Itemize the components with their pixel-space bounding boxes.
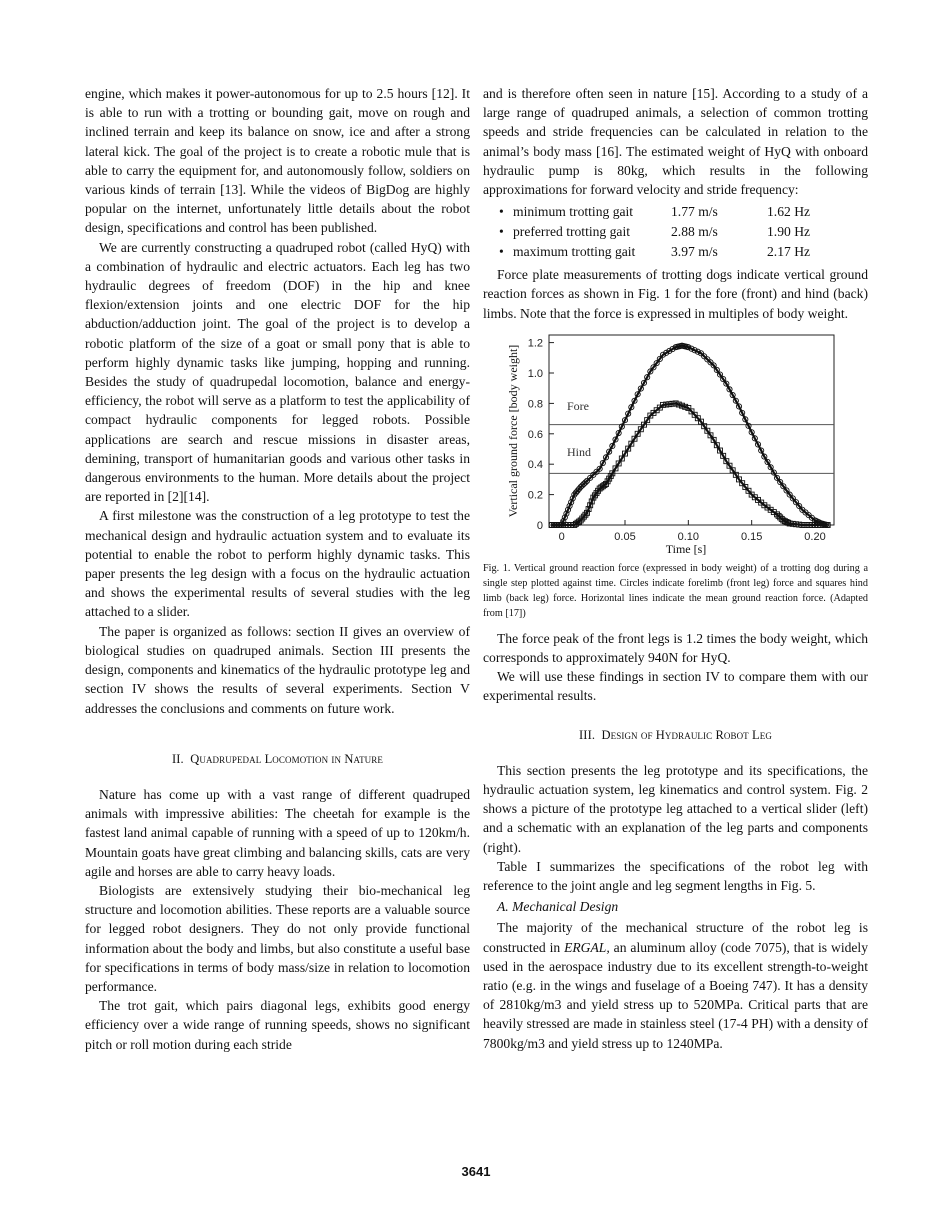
paragraph: engine, which makes it power-autonomous for up to 2.5 hours [12]. It is able to run with a trotting or bounding gait, move on rough and inclined terrain and keep its balance on snow, ice and after a strong lateral kick. The goal of the project is to create a robotic mule that is able to carry the equipment for, and autonomously follow, soldiers on various kinds of terrain [13]. While the videos of BigDog are highly popular on the internet, unfortunately little details about the robot design, specifications and control has been published. [85, 86, 470, 236]
figure-1 [483, 323, 868, 557]
gait-name: preferred trotting gait [513, 223, 631, 239]
section-title: Quadrupedal Locomotion in Nature [190, 751, 383, 766]
section-number: II. [172, 751, 184, 766]
right-column [483, 84, 868, 1053]
bullet-icon: • [499, 203, 504, 219]
y-tick-label: 1.2 [527, 337, 543, 350]
series-label-fore: Fore [567, 398, 589, 413]
force-chart [483, 323, 868, 557]
left-column [85, 84, 470, 1054]
paragraph: The trot gait, which pairs diagonal legs, exhibits good energy efficiency over a wide range of running speeds, shows no significant pitch or roll motion during each stride [85, 998, 470, 1052]
gait-frequency: 2.17 Hz [767, 243, 811, 259]
section-title: Design of Hydraulic Robot Leg [601, 727, 772, 742]
series-label-hind: Hind [567, 444, 591, 459]
y-axis-label: Vertical ground force [body weight] [506, 344, 520, 518]
paragraph: Table I summarizes the specifications of the robot leg with reference to the joint angle and leg segment lengths in Fig. 5. [483, 858, 868, 894]
paragraph: Force plate measurements of trotting dogs indicate vertical ground reaction forces as shown in Fig. 1 for the fore (front) and hind (back) limbs. Note that the force is expressed in multiples of body weight. [483, 267, 868, 321]
paragraph [483, 918, 868, 1052]
x-tick-label: 0 [558, 530, 565, 543]
x-tick-label: 0.20 [804, 530, 826, 543]
text-run: an aluminum alloy (code 7075), that is widely used in the aerospace industry due to its excellent strength-to-weight ratio (e.g. in the wings and fuselage of a Boeing 747). It has a density of 2810kg/m3 and yield stress up to 520MPa. Critical parts that are heavily stressed are made in stainless steel (17-4 PH) with a density of 7800kg/m3 and yield stress up to 1240MPa. [483, 939, 869, 1051]
list-item [483, 221, 868, 241]
paragraph: We are currently constructing a quadruped robot (called HyQ) with a combination of hydraulic and electric actuators. Each leg has two hydraulic degrees of freedom (DOF) in the hip and knee flexion/extension joints and one electric DOF for the hip abduction/adduction joint. The goal of the project is to develop a robotic platform of the size of a goat or small pony that is able to perform highly dynamic tasks like jumping, hopping and running. Besides the study of quadrupedal locomotion, balance and energy-efficiency, the robot will serve as a platform to test the applicability of compact hydraulic components for legged robots. Possible applications are search and rescue missions in disaster areas, demining, transport of humanitarian goods and various other tasks in dangerous environments to the human. More details about the project are reported in [2][14]. [85, 239, 470, 505]
paragraph: The paper is organized as follows: section II gives an overview of biological studies on quadruped animals. Section III presents the design, components and kinematics of the hydraulic prototype leg and section IV shows the results of several experiments. Section V addresses the conclusions and comments on future work. [85, 623, 470, 716]
paragraph: A first milestone was the construction of a leg prototype to test the mechanical design and hydraulic actuation system and to evaluate its potential to enable the robot to perform highly dynamic tasks. This paper presents the leg design with a focus on the hydraulic actuation and shows the experimental results of several studies with the leg attached to a slider. [85, 508, 470, 620]
section-number: III. [579, 727, 596, 742]
y-tick-label: 0.2 [527, 489, 543, 502]
x-tick-label: 0.10 [677, 530, 700, 543]
list-item [483, 241, 868, 261]
x-tick-label: 0.05 [614, 530, 636, 543]
y-tick-label: 0.4 [527, 459, 543, 472]
paragraph: The force peak of the front legs is 1.2 times the body weight, which corresponds to approximately 940N for HyQ. [483, 630, 868, 666]
gait-frequency: 1.62 Hz [767, 203, 811, 219]
section-heading-3 [483, 726, 868, 745]
text-run: The majority of the mechanical structure of the robot leg is constructed in [483, 920, 868, 955]
section-heading-2 [85, 750, 470, 769]
gait-name: maximum trotting gait [513, 243, 636, 259]
paragraph: Biologists are extensively studying their bio-mechanical leg structure and locomotion abilities. These reports are a valuable source for legged robot designers. They do not only provide functional information about the body and limbs, but also constitute a useful base for specifications in terms of body mass/size in relation to locomotion performance. [85, 882, 470, 994]
emphasis-text: ERGAL, [564, 939, 610, 955]
y-tick-label: 0 [536, 519, 543, 532]
gait-velocity: 1.77 m/s [671, 203, 718, 219]
paragraph: and is therefore often seen in nature [15]. According to a study of a large range of quadruped animals, a selection of common trotting speeds and stride frequencies can be calculated in relation to the animal’s body mass [16]. The estimated weight of HyQ with onboard hydraulic pump is 80kg, which results in the following approximations for forward velocity and stride frequency: [483, 86, 868, 198]
subsection-heading: A. Mechanical Design [497, 899, 619, 915]
bullet-icon: • [499, 223, 504, 239]
y-tick-label: 1.0 [527, 367, 543, 380]
page-number: 3641 [461, 1164, 491, 1179]
paragraph: This section presents the leg prototype and its specifications, the hydraulic actuation system, leg kinematics and control system. Fig. 2 shows a picture of the prototype leg attached to a vertical slider (left) and a schematic with an explanation of the leg parts and components (right). [483, 762, 868, 855]
gait-frequency: 1.90 Hz [767, 223, 811, 239]
gait-velocity: 2.88 m/s [671, 223, 718, 239]
bullet-icon: • [499, 243, 504, 259]
x-tick-label: 0.15 [740, 530, 763, 543]
x-axis-label: Time [s] [665, 541, 707, 556]
y-tick-label: 0.6 [527, 428, 543, 441]
paragraph: Nature has come up with a vast range of different quadruped animals with impressive abilities: The cheetah for example is the fastest land animal capable of running with a speed of up to 120km/h. Mountain goats have great climbing and balancing skills, cats are very agile and horses are able to carry heavy loads. [85, 786, 470, 879]
y-tick-label: 0.8 [527, 398, 543, 411]
gait-velocity: 3.97 m/s [671, 243, 718, 259]
paragraph: We will use these findings in section IV to compare them with our experimental results. [483, 669, 868, 704]
gait-name: minimum trotting gait [513, 203, 634, 219]
figure-caption: Fig. 1. Vertical ground reaction force (expressed in body weight) of a trotting dog during a single step plotted against time. Circles indicate forelimb (front leg) force and squares hind limb (back leg) force. Horizontal lines indicate the mean ground reaction force. (Adapted from [17]) [483, 562, 868, 619]
list-item [483, 201, 868, 221]
bullet-list [483, 201, 868, 261]
